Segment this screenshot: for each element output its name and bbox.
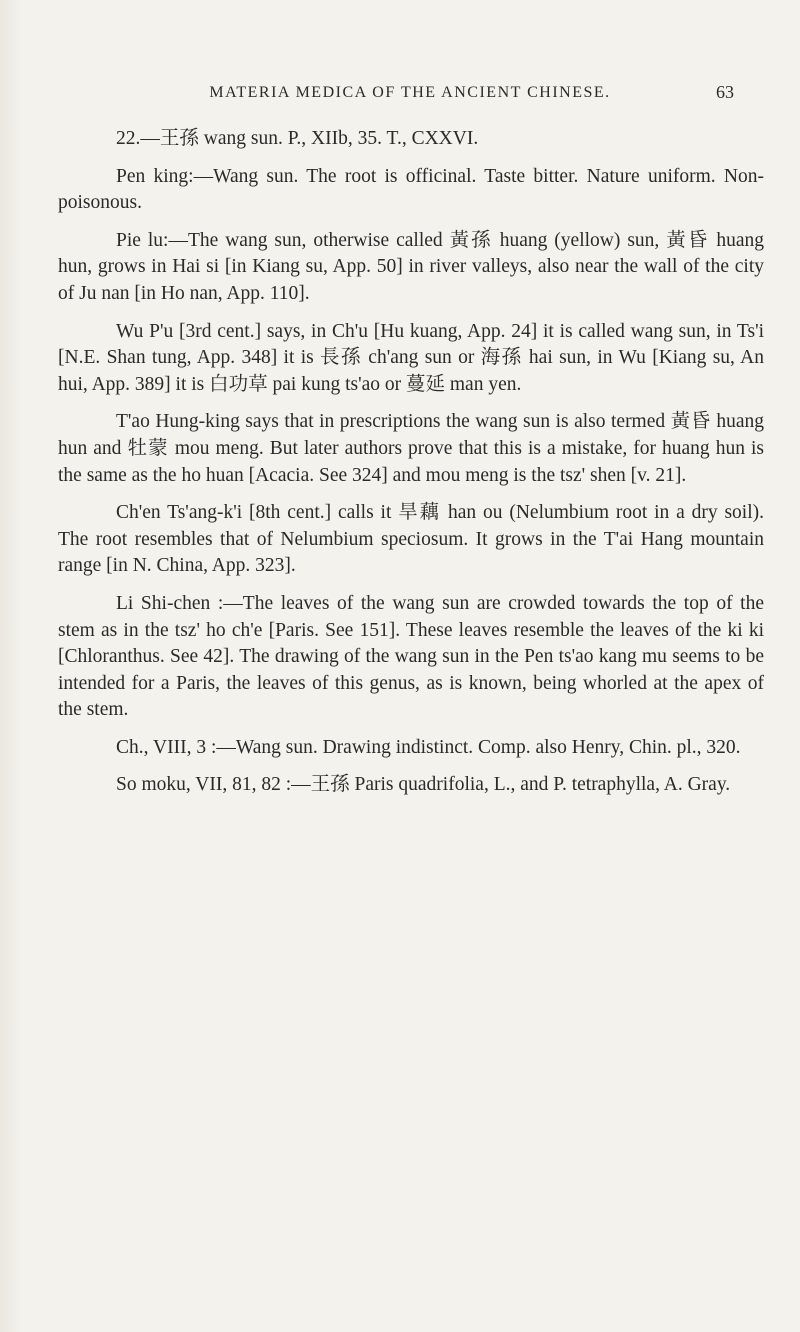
paragraph-wu-pu: Wu P'u [3rd cent.] says, in Ch'u [Hu kuang, App. 24] it is called wang sun, in Ts'i [N.E. Shan tung, App. 348] it is 長孫 ch'ang sun or 海孫 hai sun, in Wu [Kiang su, An hui, App. 389] it is 白功草 pai kung ts'ao or 蔓延 man yen. [58,320,764,395]
running-title: MATERIA MEDICA OF THE ANCIENT CHINESE. [209,84,611,101]
paragraph-entry-heading: 22.—王孫 wang sun. P., XIIb, 35. T., CXXVI. [116,128,479,149]
page-number: 63 [716,82,734,102]
paragraph-pen-king: Pen king:—Wang sun. The root is officinal. Taste bitter. Nature uniform. Non-poisonous. [58,165,764,214]
paragraph-chen-tsang-ki: Ch'en Ts'ang-k'i [8th cent.] calls it 旱藕 han ou (Nelumbium root in a dry soil). The root resembles that of Nelumbium speciosum. It grows in the T'ai Hang mountain range [in N. China, App. 323]. [58,502,764,577]
paragraph-ch-viii: Ch., VIII, 3 :—Wang sun. Drawing indistinct. Comp. also Henry, Chin. pl., 320. [116,736,741,758]
paragraph-so-moku: So moku, VII, 81, 82 :—王孫 Paris quadrifolia, L., and P. tetraphylla, A. Gray. [116,774,731,796]
paragraph-tao-hung-king: T'ao Hung-king says that in prescriptions the wang sun is also termed 黃昏 huang hun and 牡蒙 mou meng. But later authors prove that this is a mistake, for huang hun is the same as the ho huan [Acacia. See 324] and mou meng is the tsz' shen [v. 21]. [58,411,764,486]
paragraph-li-shi-chen: Li Shi-chen :—The leaves of the wang sun are crowded towards the top of the stem as in the tsz' ho ch'e [Paris. See 151]. These leaves resemble the leaves of the ki ki [Chloranthus. See 42]. The drawing of the wang sun in the Pen ts'ao kang mu seems to be intended for a Paris, the leaves of this genus, as is known, being whorled at the apex of the stem. [58,592,764,721]
paragraph-pie-lu: Pie lu:—The wang sun, otherwise called 黃孫 huang (yellow) sun, 黃昏 huang hun, grows in Hai si [in Kiang su, App. 50] in river valleys, also near the wall of the city of Ju nan [in Ho nan, App. 110]. [58,229,764,304]
article-body [58,126,764,799]
page-shadow [0,0,22,1332]
